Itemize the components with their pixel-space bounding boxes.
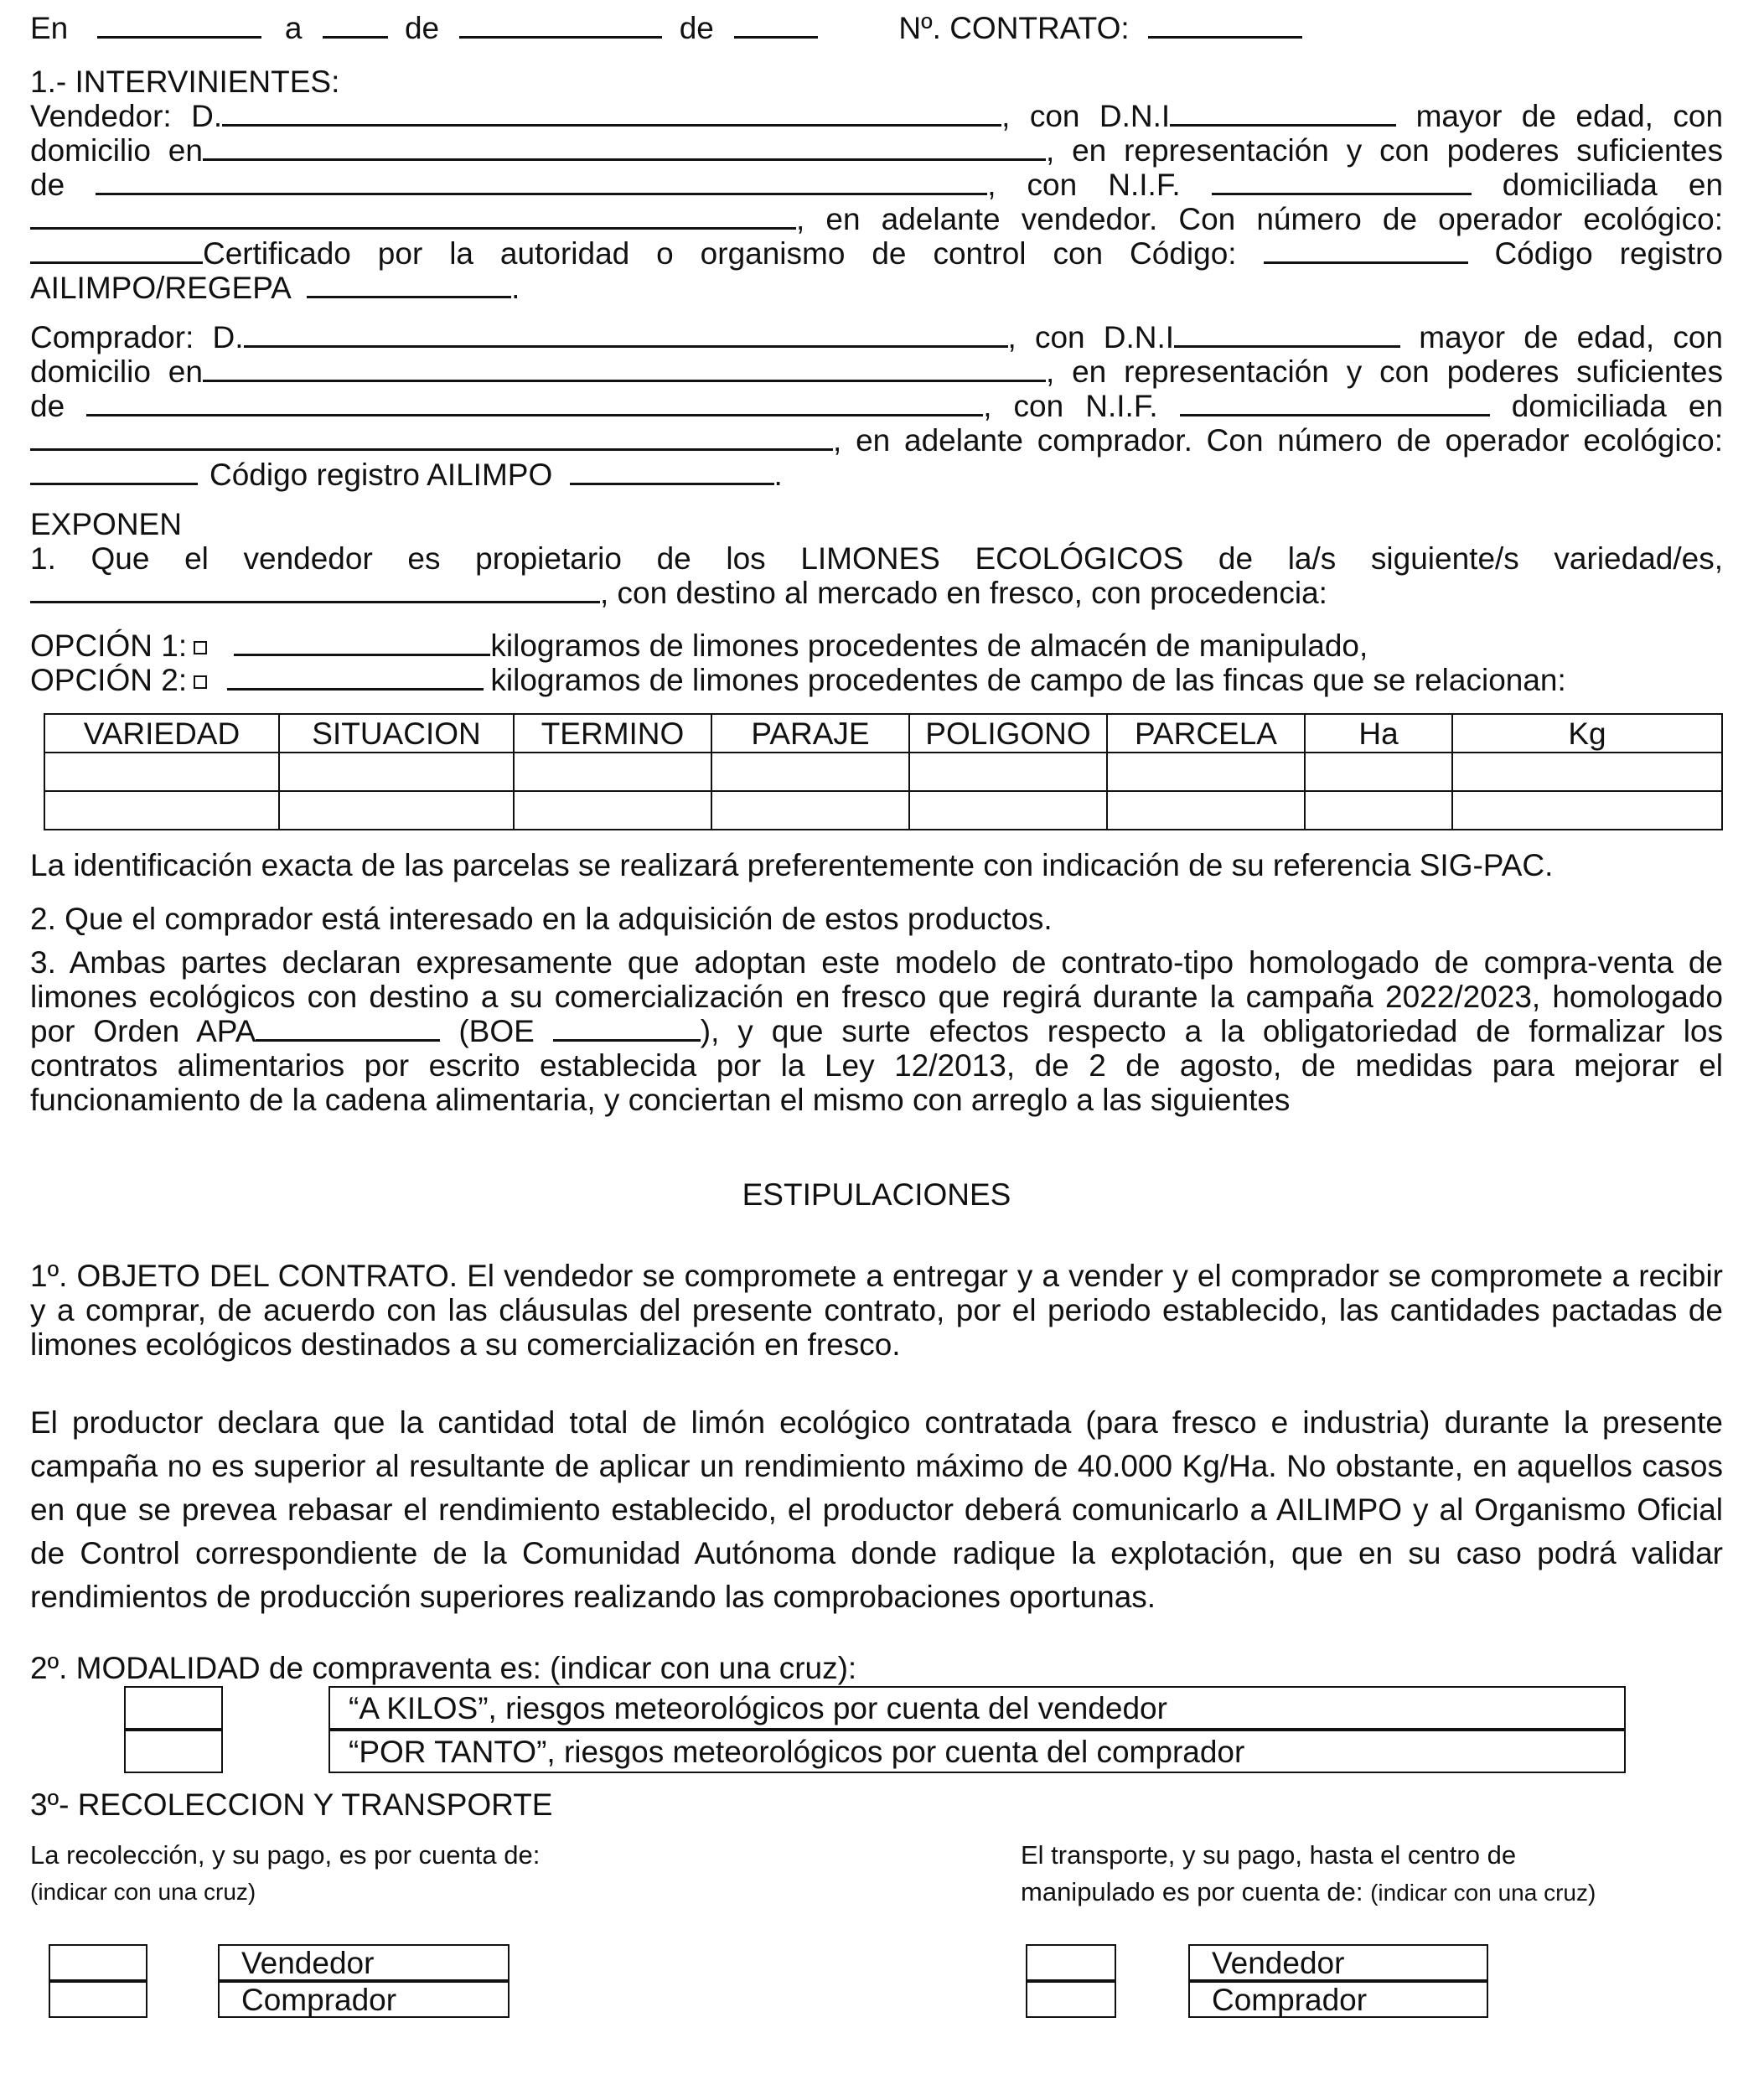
table-cell[interactable] [1452, 791, 1722, 830]
table-row [44, 753, 1722, 791]
transporte-comprador-label: Comprador [1188, 1981, 1488, 2018]
exponen-p1-line-1: 1. Que el vendedor es propietario de los LIMONES ECOLÓGICOS de la/s siguiente/s variedad/es, [30, 541, 1723, 576]
comprador-line-2: domicilio en , en representación y con poderes suficientes [30, 354, 1723, 389]
estipulaciones-title: ESTIPULACIONES [742, 1177, 1011, 1212]
vendedor-domicilio-field[interactable] [203, 134, 1046, 161]
table-cell[interactable] [514, 791, 711, 830]
exponen-p1-line-2: , con destino al mercado en fresco, con procedencia: [30, 576, 1723, 610]
productor-line-4: de Control correspondiente de la Comunidad Autónoma donde radique la explotación, que en su caso podrá validar [30, 1536, 1723, 1570]
comprador-line-1: Comprador: D. , con D.N.I mayor de edad, con [30, 320, 1723, 354]
intervinientes-title: 1.- INTERVINIENTES: [30, 65, 340, 99]
vendedor-dni-field[interactable] [1170, 100, 1396, 127]
orden-apa-field[interactable] [256, 1015, 440, 1042]
table-cell[interactable] [711, 791, 909, 830]
comprador-registro-field[interactable] [570, 458, 774, 485]
day-label: a [284, 11, 303, 45]
place-field[interactable] [97, 12, 261, 39]
comprador-operador-field[interactable] [30, 458, 198, 485]
comprador-domiciliada-field[interactable] [30, 424, 833, 451]
vendedor-line-5: Certificado por la autoridad o organismo de control con Código: Código registro [30, 236, 1723, 271]
table-cell[interactable] [711, 753, 909, 791]
vendedor-domiciliada-field[interactable] [30, 203, 796, 230]
productor-line-5: rendimientos de producción superiores realizando las comprobaciones oportunas. [30, 1580, 1156, 1614]
opcion-1-checkbox[interactable] [194, 641, 207, 654]
transporte-comprador-checkbox[interactable] [1026, 1981, 1116, 2018]
exponen-p3-line-1: 3. Ambas partes declaran expresamente que adoptan este modelo de contrato-tipo homologado de compra-venta de [30, 945, 1723, 980]
vendedor-line-4: , en adelante vendedor. Con número de operador ecológico: [30, 202, 1723, 236]
header-termino: TERMINO [514, 714, 711, 753]
header-poligono: POLIGONO [909, 714, 1107, 753]
year-label: de [679, 11, 714, 45]
modalidad-kilos-checkbox[interactable] [124, 1686, 223, 1730]
productor-line-1: El productor declara que la cantidad total de limón ecológico contratada (para fresco e industria) durante la presente [30, 1405, 1723, 1440]
table-cell[interactable] [1305, 791, 1452, 830]
comprador-domicilio-field[interactable] [203, 355, 1046, 382]
comprador-dni-field[interactable] [1174, 321, 1400, 348]
contract-page [30, 7, 1723, 2088]
transporte-vendedor-label: Vendedor [1188, 1944, 1488, 1981]
table-cell[interactable] [44, 791, 279, 830]
vendedor-codigo-control-field[interactable] [1264, 237, 1468, 264]
exponen-title: EXPONEN [30, 507, 182, 541]
exponen-p2: 2. Que el comprador está interesado en la adquisición de estos productos. [30, 902, 1053, 936]
comprador-line-5: Código registro AILIMPO . [30, 458, 1723, 492]
vendedor-line-2: domicilio en , en representación y con poderes suficientes [30, 133, 1723, 168]
fincas-table [44, 713, 1723, 830]
vendedor-empresa-field[interactable] [96, 168, 987, 195]
header-situacion: SITUACION [279, 714, 514, 753]
exponen-p3-line-2: limones ecológicos con destino a su comercialización en fresco que regirá durante la campaña 2022/2023, homologado [30, 980, 1723, 1014]
header-ha: Ha [1305, 714, 1452, 753]
opcion-2-checkbox[interactable] [194, 675, 207, 689]
table-cell[interactable] [909, 753, 1107, 791]
exponen-p3-line-3: por Orden APA (BOE ), y que surte efectos respecto a la obligatoriedad de formalizar los [30, 1014, 1723, 1048]
comprador-empresa-field[interactable] [86, 390, 983, 416]
table-cell[interactable] [1107, 791, 1305, 830]
vendedor-operador-field[interactable] [30, 237, 203, 264]
month-label: de [404, 11, 440, 45]
estipulacion-1-line-2: y a comprar, de acuerdo con las cláusulas del presente contrato, por el periodo establecido, las cantidades pactadas de [30, 1293, 1723, 1327]
header-paraje: PARAJE [711, 714, 909, 753]
comprador-nif-field[interactable] [1180, 390, 1490, 416]
vendedor-line-3: de , con N.I.F. domiciliada en [30, 168, 1723, 202]
table-header-row [44, 714, 1722, 753]
productor-line-2: campaña no es superior al resultante de aplicar un rendimiento máximo de 40.000 Kg/Ha. No obstante, en aquellos casos [30, 1449, 1723, 1483]
recoleccion-hint: (indicar con una cruz) [30, 1879, 256, 1905]
recoleccion-vendedor-checkbox[interactable] [49, 1944, 147, 1981]
recoleccion-comprador-label: Comprador [218, 1981, 510, 2018]
year-field[interactable] [734, 12, 818, 39]
estipulacion-1-line-3: limones ecológicos destinados a su comercialización en fresco. [30, 1327, 901, 1362]
recoleccion-comprador-checkbox[interactable] [49, 1981, 147, 2018]
modalidad-title: 2º. MODALIDAD de compraventa es: (indicar con una cruz): [30, 1651, 857, 1685]
transporte-text: El transporte, y su pago, hasta el centro de [1021, 1840, 1517, 1870]
transporte-text-2: manipulado es por cuenta de: (indicar con una cruz) [1021, 1877, 1596, 1906]
comprador-line-3: de , con N.I.F. domiciliada en [30, 389, 1723, 423]
opcion-1-row: OPCIÓN 1: kilogramos de limones procedentes de almacén de manipulado, [30, 628, 1368, 663]
boe-field[interactable] [553, 1015, 701, 1042]
table-cell[interactable] [514, 753, 711, 791]
opcion-1-kg-field[interactable] [234, 629, 490, 656]
transporte-vendedor-checkbox[interactable] [1026, 1944, 1116, 1981]
vendedor-line-6: AILIMPO/REGEPA . [30, 271, 520, 305]
recoleccion-text: La recolección, y su pago, es por cuenta de: [30, 1840, 541, 1870]
table-cell[interactable] [279, 791, 514, 830]
recoleccion-title: 3º- RECOLECCION Y TRANSPORTE [30, 1787, 553, 1822]
table-cell[interactable] [1305, 753, 1452, 791]
modalidad-tanto-checkbox[interactable] [124, 1730, 223, 1773]
modalidad-kilos-label: “A KILOS”, riesgos meteorológicos por cuenta del vendedor [328, 1686, 1626, 1730]
table-cell[interactable] [909, 791, 1107, 830]
contract-number-field[interactable] [1148, 12, 1302, 39]
contract-number-label: Nº. CONTRATO: [898, 11, 1130, 45]
vendedor-line-1: Vendedor: D. , con D.N.I mayor de edad, con [30, 99, 1723, 133]
table-row [44, 791, 1722, 830]
table-cell[interactable] [1452, 753, 1722, 791]
productor-line-3: en que se prevea rebasar el rendimiento establecido, el productor deberá comunicarlo a AILIMPO y al Organismo Oficial [30, 1492, 1723, 1527]
vendedor-nif-field[interactable] [1212, 168, 1472, 195]
day-field[interactable] [323, 12, 388, 39]
variedades-field[interactable] [30, 577, 600, 603]
table-cell[interactable] [279, 753, 514, 791]
header-variedad: VARIEDAD [44, 714, 279, 753]
month-field[interactable] [459, 12, 662, 39]
opcion-2-kg-field[interactable] [227, 664, 484, 691]
header-kg: Kg [1452, 714, 1722, 753]
vendedor-name-field[interactable] [222, 100, 1001, 127]
recoleccion-vendedor-label: Vendedor [218, 1944, 510, 1981]
header-parcela: PARCELA [1107, 714, 1305, 753]
comprador-line-4: , en adelante comprador. Con número de operador ecológico: [30, 423, 1723, 458]
comprador-name-field[interactable] [244, 321, 1008, 348]
vendedor-registro-field[interactable] [307, 272, 511, 298]
table-cell[interactable] [1107, 753, 1305, 791]
contract-header [30, 11, 1723, 45]
place-label: En [30, 11, 69, 45]
estipulacion-1-line-1: 1º. OBJETO DEL CONTRATO. El vendedor se compromete a entregar y a vender y el comprador se compromete a recibir [30, 1259, 1723, 1293]
opcion-2-row: OPCIÓN 2: kilogramos de limones procedentes de campo de las fincas que se relacionan: [30, 663, 1566, 697]
table-cell[interactable] [44, 753, 279, 791]
exponen-p3-line-4: contratos alimentarios por escrito establecida por la Ley 12/2013, de 2 de agosto, de medidas para mejorar el [30, 1048, 1723, 1083]
modalidad-tanto-label: “POR TANTO”, riesgos meteorológicos por cuenta del comprador [328, 1730, 1626, 1773]
sigpac-note: La identificación exacta de las parcelas se realizará preferentemente con indicación de su referencia SIG-PAC. [30, 848, 1554, 882]
exponen-p3-line-5: funcionamiento de la cadena alimentaria, y conciertan el mismo con arreglo a las siguientes [30, 1083, 1291, 1117]
